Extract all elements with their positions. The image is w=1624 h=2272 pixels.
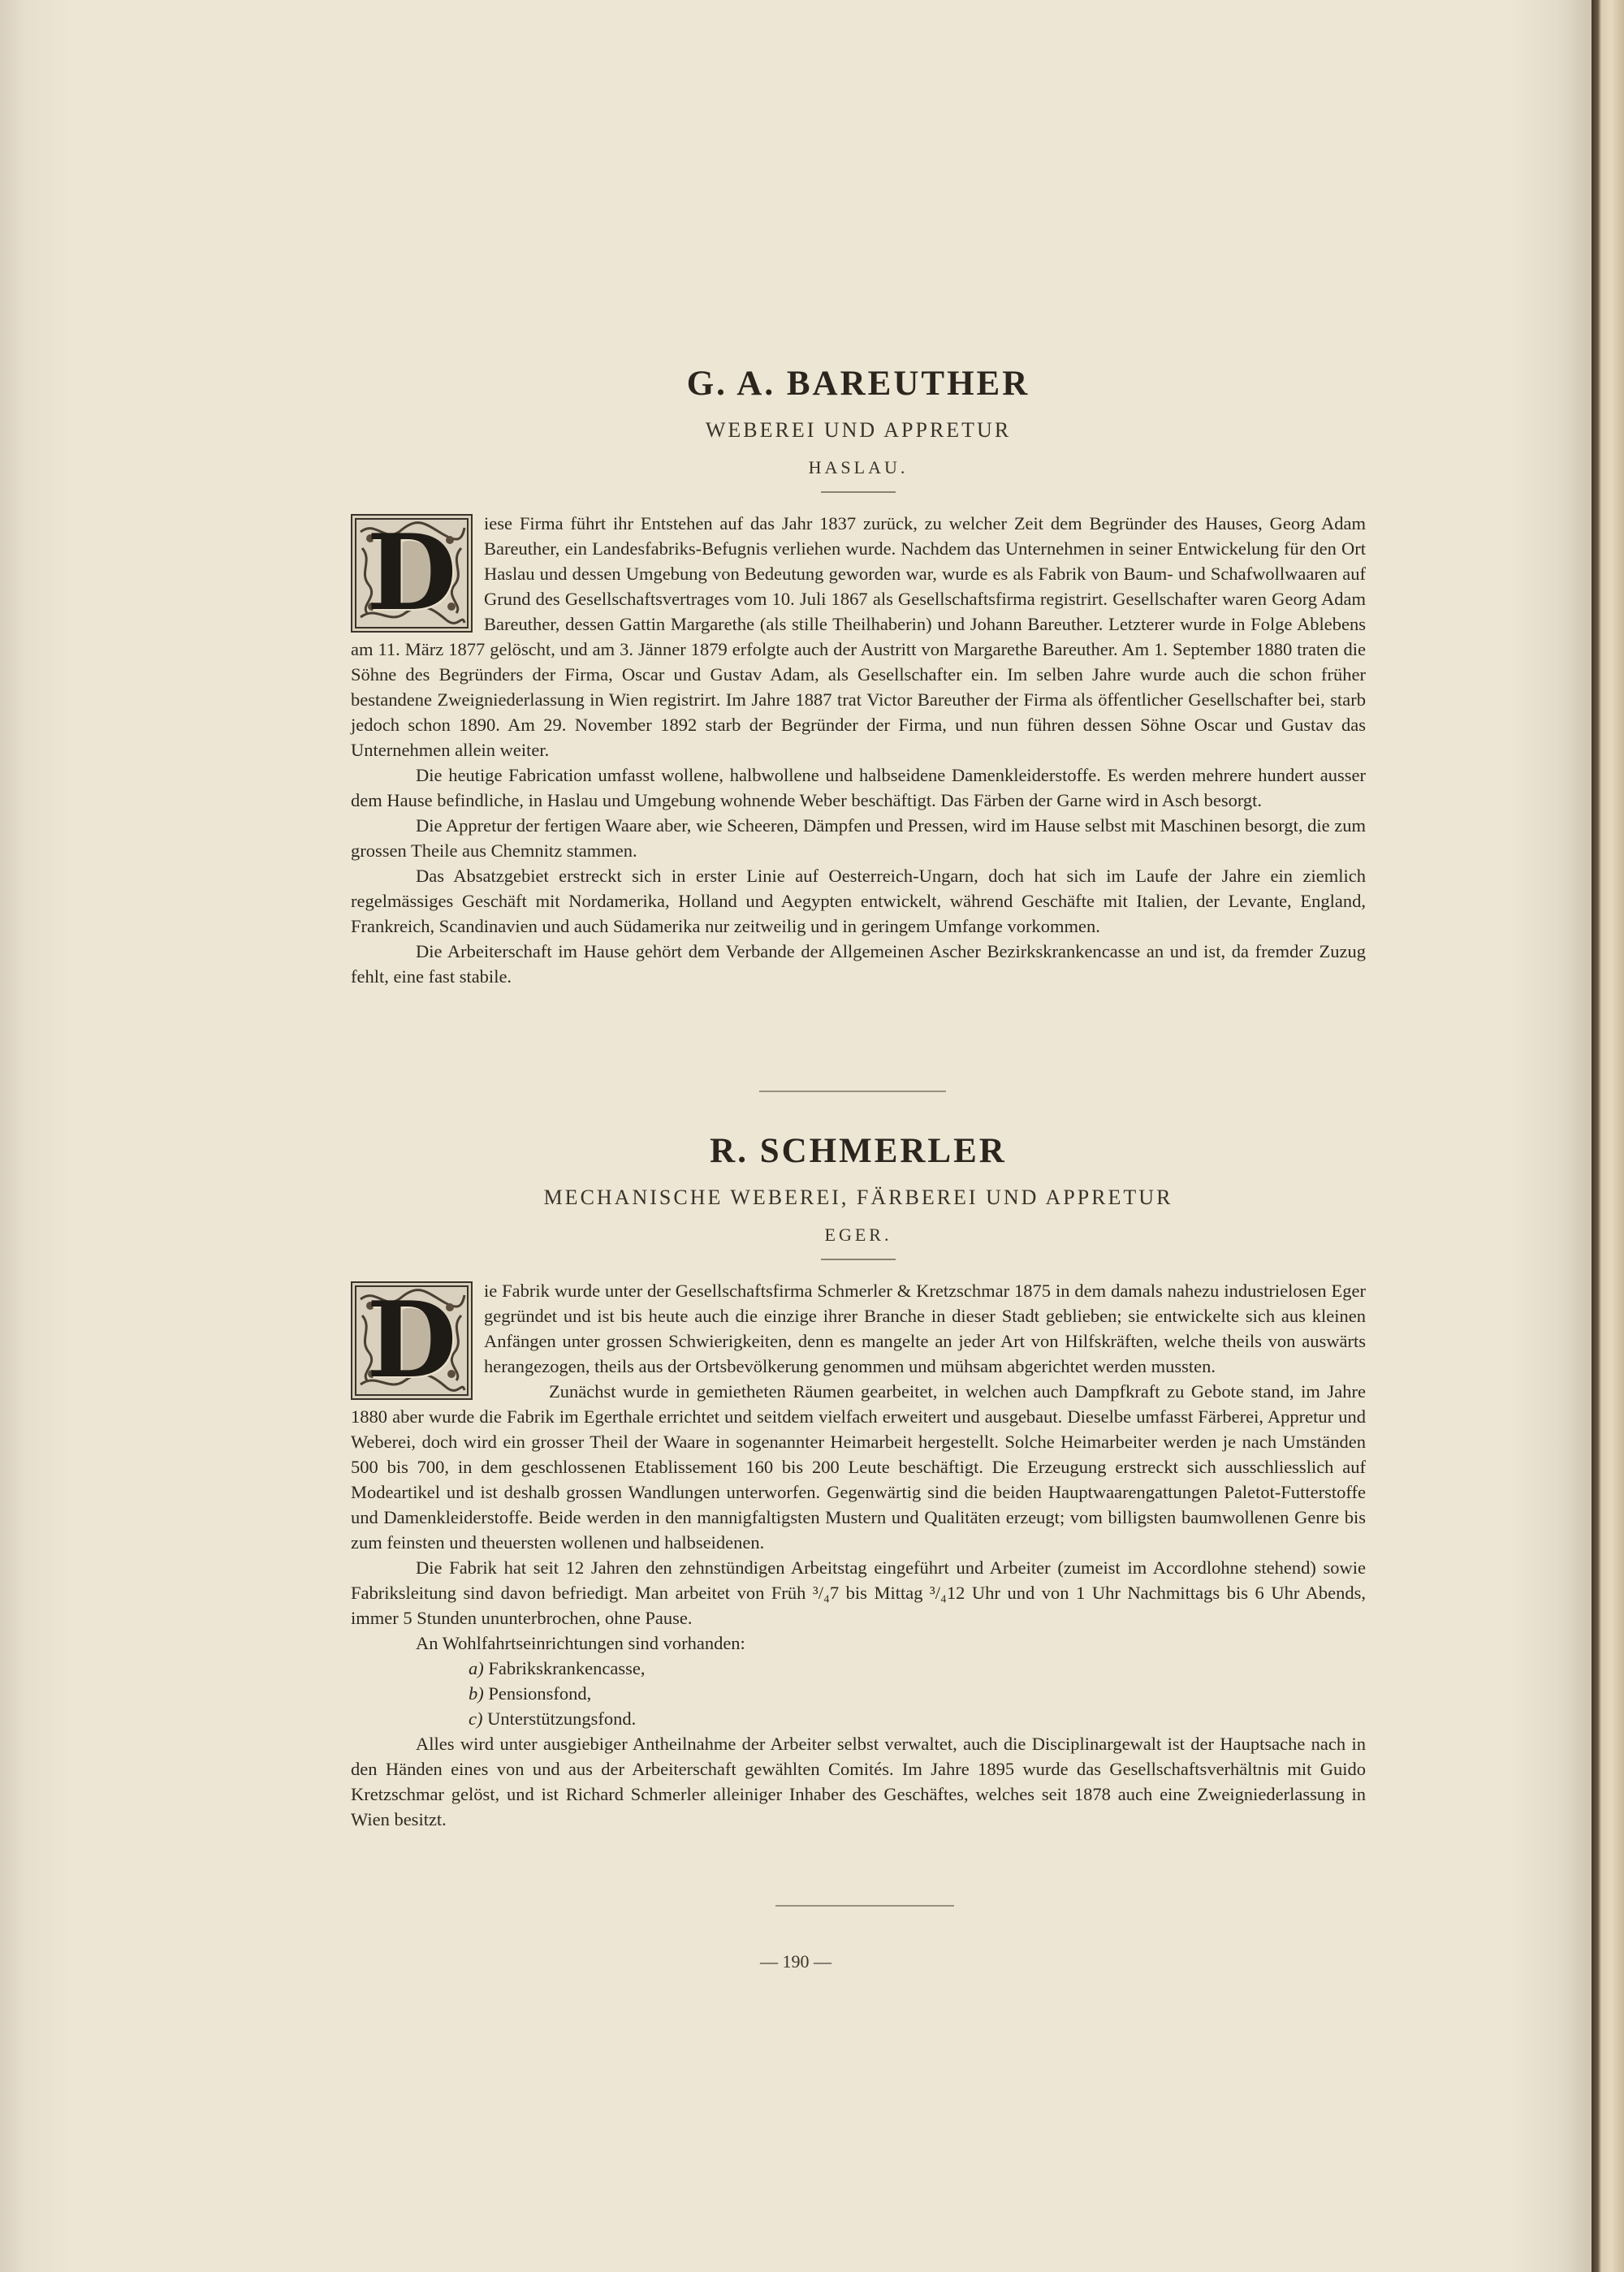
article-place: EGER. bbox=[824, 1225, 892, 1245]
list-text: Fabrikskrankencasse, bbox=[488, 1658, 646, 1678]
article-title: R. SCHMERLER bbox=[710, 1132, 1007, 1170]
list-marker: b) bbox=[469, 1683, 484, 1704]
article-schmerler bbox=[351, 1131, 1366, 1832]
paragraph: Alles wird unter ausgiebiger Antheilnahme der Arbeiter selbst verwaltet, auch die Disciplinargewalt ist der Hauptsache nach in den Händen eines von und aus der Arbeiterschaft gewählten Comités. Im Jahre 1895 wurde das Gesellschaftsverhältnis mit Guido Kretzschmar gelöst, und ist Richard Schmerler alleiniger Inhaber des Geschäftes, welches seit 1878 auch eine Zweigniederlassung in Wien besitzt. bbox=[351, 1734, 1366, 1829]
paragraph: Die heutige Fabrication umfasst wollene, halbwollene und halbseidene Damenkleiderstoffe. Es werden mehrere hundert ausser dem Hause befindliche, in Haslau und Umgebung wohnende Weber beschäftigt. Das Färben der Garne wird in Asch besorgt. bbox=[351, 765, 1366, 810]
list-item bbox=[351, 1706, 1366, 1731]
list-marker: a) bbox=[469, 1658, 484, 1678]
list-marker: c) bbox=[469, 1708, 483, 1729]
paragraph: An Wohlfahrtseinrichtungen sind vorhanden: bbox=[416, 1633, 745, 1653]
paragraph: iese Firma führt ihr Entstehen auf das Jahr 1837 zurück, zu welcher Zeit dem Begründer des Hauses, Georg Adam Bareuther, ein Landesfabriks-Befugnis verliehen wurde. Nachdem das Unternehmen in seiner Entwickelung für den Ort Haslau und dessen Umgebung von Bedeutung geworden war, wurde es als Fabrik von Baum- und Schafwollwaaren auf Grund des Gesellschaftsvertrages vom 10. Juli 1867 als Gesellschaftsfirma registrirt. Gesellschafter waren Georg Adam Bareuther, dessen Gattin Margarethe (als stille Theilhaberin) und Johann Bareuther. Letzterer wurde in Folge Ablebens am 11. März 1877 gelöscht, und am 3. Jänner 1879 erfolgte auch der Austritt von Margarethe Bareuther. Am 1. September 1880 traten die Söhne des Begründers der Firma, Oscar und Gustav Adam, als Gesellschafter ein. Im selben Jahre wurde auch die schon früher bestandene Zweigniederlassung in Wien registrirt. Im Jahre 1887 trat Victor Bareuther der Firma als öffentlicher Gesellschafter bei, starb jedoch schon 1890. Am 29. November 1892 starb der Begründer der Firma, und nun führen dessen Söhne Oscar und Gustav das Unternehmen allein weiter. bbox=[351, 513, 1366, 760]
paragraph: Die Fabrik hat seit 12 Jahren den zehnstündigen Arbeitstag eingeführt und Arbeiter (zumeist im Accordlohne stehend) sowie Fabriksleitung sind davon befriedigt. Man arbeitet von Früh ³/₄7 bis Mittag ³/₄12 Uhr und von 1 Uhr Nachmittags bis 6 Uhr Abends, immer 5 Stunden ununterbrochen, ohne Pause. bbox=[351, 1557, 1366, 1628]
article-body bbox=[351, 511, 1366, 989]
article-body bbox=[351, 1278, 1366, 1832]
ornamental-initial bbox=[351, 514, 473, 633]
paragraph: Zunächst wurde in gemietheten Räumen gearbeitet, in welchen auch Dampfkraft zu Gebote stand, im Jahre 1880 aber wurde die Fabrik im Egerthale errichtet und seitdem vielfach erweitert und ausgebaut. Dieselbe umfasst Färberei, Appretur und Weberei, doch wird ein grosser Theil der Waare in sogenannter Heimarbeit hergestellt. Solche Heimarbeiter werden je nach Umständen 500 bis 700, in dem geschlossenen Etablissement 160 bis 200 Leute beschäftigt. Die Erzeugung erstreckt sich ausschliesslich auf Modeartikel und ist deshalb grossen Wandlungen unterworfen. Gegenwärtig sind die beiden Hauptwaarengattungen Paletot-Futterstoffe und Damenkleiderstoffe. Beide werden in den mannigfaltigsten Mustern und Qualitäten erzeugt; vom billigsten baumwollenen Genre bis zum feinsten und theuersten wollenen und halbseidenen. bbox=[351, 1381, 1366, 1553]
article-bareuther bbox=[351, 364, 1366, 989]
list-item bbox=[351, 1681, 1366, 1706]
list-text: Pensionsfond, bbox=[488, 1683, 592, 1704]
article-subtitle: MECHANISCHE WEBEREI, FÄRBEREI UND APPRETUR bbox=[543, 1186, 1173, 1209]
book-spine-edge bbox=[1592, 0, 1624, 2272]
dropcap-letter: D bbox=[366, 512, 457, 634]
section-divider bbox=[775, 1905, 954, 1907]
article-place: HASLAU. bbox=[808, 457, 909, 477]
page-number: — 190 — bbox=[760, 1951, 831, 1972]
title-rule bbox=[821, 491, 896, 493]
article-subtitle: WEBEREI UND APPRETUR bbox=[705, 418, 1012, 442]
paragraph: Die Arbeiterschaft im Hause gehört dem Verbande der Allgemeinen Ascher Bezirkskrankencasse an und ist, da fremder Zuzug fehlt, eine fast stabile. bbox=[351, 941, 1366, 987]
paragraph: ie Fabrik wurde unter der Gesellschaftsfirma Schmerler & Kretzschmar 1875 in dem damals nahezu industrielosen Eger gegründet und ist bis heute auch die einzige ihrer Branche in dieser Stadt geblieben; sie entwickelte sich aus kleinen Anfängen unter grossen Schwierigkeiten, denn es mangelte an jeder Art von Hilfskräften, welche theils von auswärts herangezogen, theils aus der Ortsbevölkerung genommen und mühsam abgerichtet werden mussten. bbox=[484, 1281, 1366, 1376]
paragraph: Das Absatzgebiet erstreckt sich in erster Linie auf Oesterreich-Ungarn, doch hat sich im Laufe der Jahre ein ziemlich regelmässiges Geschäft mit Nordamerika, Holland und Aegypten entwickelt, während Geschäfte mit Italien, der Levante, England, Frankreich, Scandinavien und auch Südamerika nur zeitweilig und in geringem Umfange vorkommen. bbox=[351, 866, 1366, 936]
paragraph: Die Appretur der fertigen Waare aber, wie Scheeren, Dämpfen und Pressen, wird im Hause selbst mit Maschinen besorgt, die zum grossen Theile aus Chemnitz stammen. bbox=[351, 815, 1366, 861]
list-text: Unterstützungsfond. bbox=[487, 1708, 637, 1729]
section-divider bbox=[759, 1091, 946, 1092]
dropcap-letter: D bbox=[366, 1280, 457, 1402]
list-item bbox=[351, 1656, 1366, 1681]
title-rule bbox=[821, 1259, 896, 1260]
ornamental-initial bbox=[351, 1281, 473, 1400]
article-title: G. A. BAREUTHER bbox=[686, 365, 1030, 403]
